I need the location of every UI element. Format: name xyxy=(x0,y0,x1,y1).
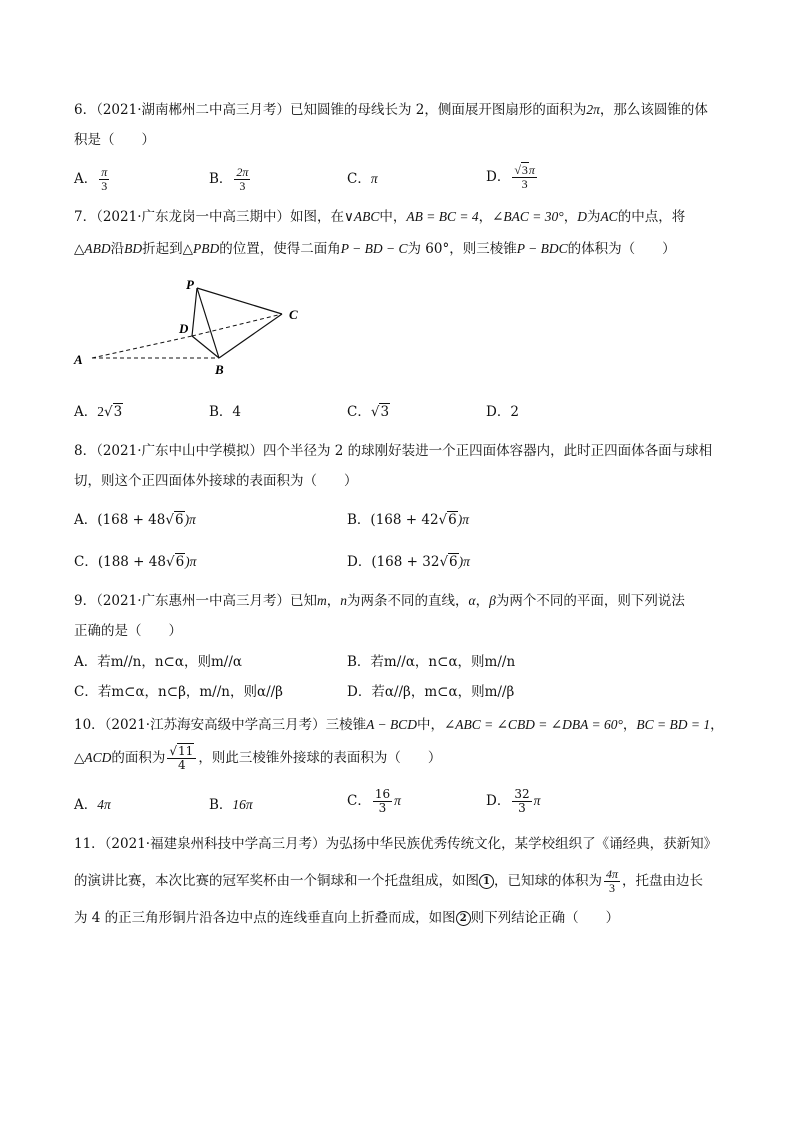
q9-option-d: D．若α//β，m⊂α，则m//β xyxy=(347,684,515,700)
label-a: A xyxy=(74,352,83,367)
q9-option-a: A．若m//n，n⊂α，则m//α xyxy=(74,654,242,670)
q10-option-c: C． $\frac{16}{3}$ π xyxy=(347,787,401,815)
edge-pb xyxy=(197,288,219,358)
q7-stem-line2: △ABD沿BD折起到△PBD的位置，使得二面角P − BD − C为 60°，则三棱锥P − BDC的体积为（ ） xyxy=(74,241,676,257)
q8-option-c: C．(188 + 48√6)π xyxy=(74,554,197,570)
edge-ad-dashed xyxy=(92,336,192,358)
edge-pc xyxy=(197,288,282,314)
q8-option-b: B．(168 + 42√6)π xyxy=(347,512,469,528)
label-b: B xyxy=(215,362,224,377)
q7-tetrahedron-figure xyxy=(66,272,316,382)
q7-option-b: B．4 xyxy=(209,404,242,420)
q10-stem-line1: 10．（2021·江苏海安高级中学高三月考）三棱锥A − BCD中，∠ABC = ∠CBD = ∠DBA = 60°，BC = BD = 1， xyxy=(74,717,724,733)
figure-1-marker: 1 xyxy=(479,874,494,889)
q6-option-c: C．π xyxy=(347,171,378,187)
q8-stem-line2: 切，则这个正四面体外接球的表面积为（ ） xyxy=(74,473,358,489)
q6-stem-line2: 积是（ ） xyxy=(74,132,155,148)
q9-option-c: C．若m⊂α，n⊂β，m//n，则α//β xyxy=(74,684,283,700)
q8-option-d: D．(168 + 32√6)π xyxy=(347,554,470,570)
label-c: C xyxy=(289,307,298,322)
q11-stem-line1: 11．（2021·福建泉州科技中学高三月考）为弘扬中华民族优秀传统文化，某学校组织了《诵经典，获新知》 xyxy=(74,836,718,852)
q6-stem-line1: 6．（2021·湖南郴州二中高三月考）已知圆锥的母线长为 2，侧面展开图扇形的面积为2π，那么该圆锥的体 xyxy=(74,102,708,118)
q10-option-a: A．4π xyxy=(74,797,111,813)
q10-option-d: D． $\frac{32}{3}$ π xyxy=(486,787,541,815)
figure-2-marker: 2 xyxy=(456,911,471,926)
q8-stem-line1: 8．（2021·广东中山中学模拟）四个半径为 2 的球刚好装进一个正四面体容器内，此时正四面体各面与球相 xyxy=(74,443,713,459)
q7-option-c: C．√3 xyxy=(347,404,390,420)
q6-option-d: D． $\frac{√3\pi}{3}$ xyxy=(486,163,535,191)
edge-bc xyxy=(219,314,282,358)
q11-stem-line3: 为 4 的正三角形铜片沿各边中点的连线垂直向上折叠而成，如图 2 则下列结论正确（ ） xyxy=(74,910,620,926)
q6-option-b: B． $\frac{2\pi}{3}$ xyxy=(209,165,249,193)
q6-option-a: A． $\frac{\pi}{3}$ xyxy=(74,165,108,193)
q9-stem-line1: 9．（2021·广东惠州一中高三月考）已知m，n为两条不同的直线，α，β为两个不同的平面，则下列说法 xyxy=(74,593,685,609)
q7-option-d: D．2 xyxy=(486,404,519,420)
edge-pd xyxy=(192,288,197,336)
q10-stem-line2: △ACD的面积为 $\frac{√11}{4}$ ，则此三棱锥外接球的表面积为（ ） xyxy=(74,744,442,772)
label-d: D xyxy=(179,321,189,336)
q9-option-b: B．若m//α，n⊂α，则m//n xyxy=(347,654,516,670)
q10-option-b: B．16π xyxy=(209,797,253,813)
q7-option-a: A．2√3 xyxy=(74,404,123,420)
label-p: P xyxy=(186,277,194,292)
q11-stem-line2: 的演讲比赛，本次比赛的冠军奖杯由一个铜球和一个托盘组成，如图 1 ，已知球的体积为 $\frac{4\pi}{3}$ ，托盘由边长 xyxy=(74,867,704,895)
q8-option-a: A．(168 + 48√6)π xyxy=(74,512,196,528)
edge-dc-dashed xyxy=(192,314,282,336)
q7-stem-line1: 7．（2021·广东龙岗一中高三期中）如图，在∨ABC中，AB = BC = 4，∠BAC = 30°，D为AC的中点，将 xyxy=(74,209,686,225)
q9-stem-line2: 正确的是（ ） xyxy=(74,623,182,639)
